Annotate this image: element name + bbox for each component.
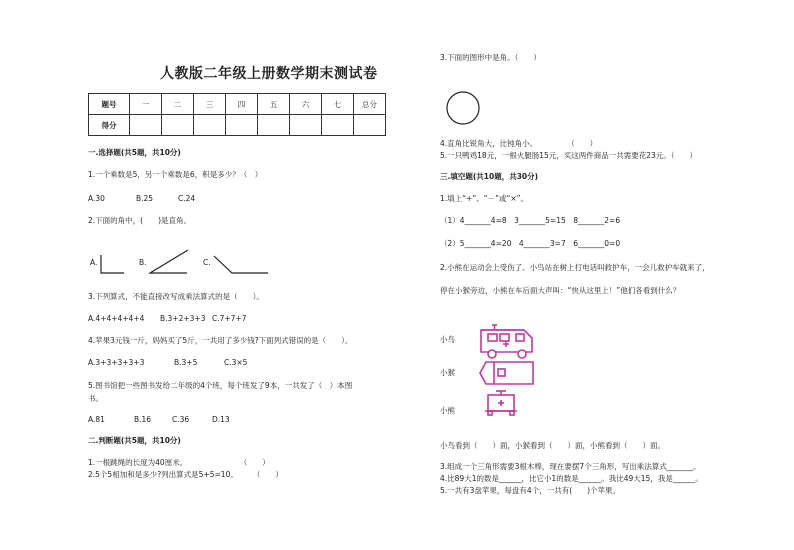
page-title: 人教版二年级上册数学期末测试卷 [160,66,378,82]
ambulance-side-view [481,325,532,358]
option-c: C.3×5 [224,358,248,367]
angle-label-a: A. [90,258,98,267]
header-cell: 六 [290,94,322,115]
question-5-continued: 书。 [88,394,103,403]
option-c: C.36 [172,415,190,424]
fill-2-answer: 小鸟看到（ ）面，小猴看到（ ）面，小熊看到（ ）面。 [440,441,665,450]
option-b: B.16 [134,415,152,424]
judge-1: 1.一根跳绳的长度为40厘米。 （ ） [88,458,270,467]
option-d: D.13 [212,415,230,424]
option-b: B.25 [136,194,154,203]
option-a: A.3+3+3+3+3 [88,358,145,367]
score-row-label: 得分 [89,115,130,136]
fill-1-row-2: （2）5_______4=20 4_______3=7 6_______0=0 [440,239,621,248]
section-heading-judge: 二.判断题(共5题，共10分) [88,436,181,445]
section-heading-choice: 一.选择题(共5题，共10分) [88,148,181,157]
ambulance-top-view [480,362,533,384]
header-cell: 五 [258,94,290,115]
fill-4: 4.比89大1的数是______，比它小1的数是______。我比49大15，我是______。 [440,474,703,483]
section-heading-fill: 三.填空题(共10题，共30分) [440,172,539,181]
question-5: 5.图书馆把一些图书发给二年级的4个班，每个班发了9本，一共发了（ ）本图 [88,381,353,390]
fill-2-continued: 停在小猴旁边，小熊在车后面大声叫：“快从这里上！”他们各看到什么？ [440,286,681,295]
header-cell: 总分 [354,94,386,115]
option-c: C.24 [178,194,196,203]
header-cell: 题号 [89,94,130,115]
header-cell: 二 [162,94,194,115]
fill-1: 1.填上“+”、“－”或“×”。 [440,194,529,203]
option-a: A.81 [88,415,105,424]
fill-1-row-1: （1）4_______4=8 3_______5=15 8_______2=6 [440,216,621,225]
question-4: 4.苹果3元钱一斤，妈妈买了5斤，一共用了多少钱?下面列式错误的是（ ）。 [88,336,353,345]
angle-label-c: C. [203,258,211,267]
label-bird: 小鸟 [440,335,455,344]
judge-3: 3.下面的图形中是角。（ ） [440,53,541,62]
fill-3: 3.组成一个三角形需要3根木棒，现在要摆7个三角形，写出乘法算式_______。 [440,462,701,471]
option-a: A.4+4+4+4+4 [88,314,145,323]
label-bear: 小熊 [440,406,455,415]
label-monkey: 小猴 [440,368,455,377]
judge-5: 5.一只鸭鸡18元，一根火腿肠15元，买这两件商品一共需要花23元。（ ） [440,151,698,160]
option-c: C.7+7+7 [212,314,247,323]
judge-4: 4.直角比锐角大，比钝角小。 （ ） [440,139,598,148]
question-3: 3.下列算式，不能直接改写成乘法算式的是（ ）。 [88,292,264,301]
question-1: 1.一个乘数是5，另一个乘数是6，积是多少？（ ） [88,170,263,179]
fill-5: 5.一共有3盘苹果，每盘有4个，一共有( )个苹果。 [440,486,621,495]
header-cell: 七 [322,94,354,115]
angle-label-b: B. [139,258,147,267]
fill-2: 2.小熊在运动会上受伤了。小鸟站在树上打电话叫救护车，一会儿救护车就来了， [440,263,710,272]
header-cell: 三 [194,94,226,115]
option-b: B.3+5 [174,358,198,367]
option-a: A.30 [88,194,105,203]
header-cell: 一 [130,94,162,115]
header-cell: 四 [226,94,258,115]
ambulance-back-view [485,391,517,415]
judge-2: 2.5个5相加和是多少?列出算式是5+5=10。 （ ） [88,470,283,479]
question-2: 2.下面的角中，( )是直角。 [88,216,192,225]
option-b: B.3+2+3+3 [160,314,206,323]
